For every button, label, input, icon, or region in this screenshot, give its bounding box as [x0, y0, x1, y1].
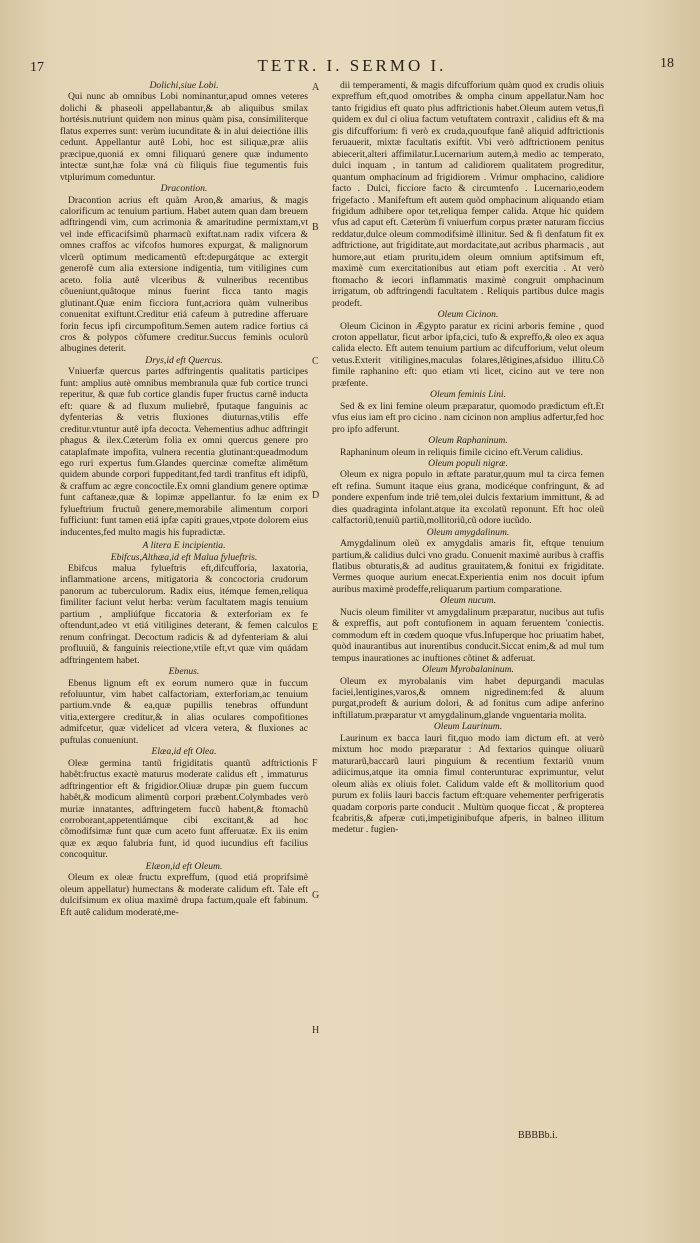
entry-heading: Oleum amygdalinum. — [426, 526, 510, 538]
paragraph: Oleum ex myrobalanis vim habet depurgandi maculas faciei,lentigines,varos,& omnem nigredinem:fed & aluum purgat,prodeft & aurium dolori, & ad fonitus cum adipe anferino inftillatum.præparatur vt amygdalinum,glande vnguentaria molita. — [332, 675, 604, 721]
entry-heading: Ebifcus,Althæa,id eft Malua fylueftris. — [110, 551, 258, 563]
entry-heading: Drys,id eft Quercus. — [145, 354, 223, 366]
entry-heading: Elæa,id eft Olea. — [151, 746, 217, 758]
margin-letter-e: E — [312, 622, 319, 633]
signature-mark: BBBBb.i. — [518, 1130, 558, 1141]
paragraph: Oleum Cicinon in Ægypto paratur ex ricini arboris femine , quod croton appellatur, ficut arbor ipfa,cici, tufo & expreffo,& oleo ex aqua calida electo. Eft autem tenuium partium ac difcufforium, velut oleum vetus.Exterit vitiligines,maculas folares,lêtigines,afsiduo illitu.Cõ fimile raphanino eft: quo etiam vti licet, cicino aut ve tere non præfente. — [332, 320, 604, 389]
entry-heading: Oleum Raphaninum. — [428, 435, 508, 447]
paragraph: Laurinum ex bacca lauri fit,quo modo iam dictum eft. at verò mixtum hoc modo præparatur : Ad fextarios quinque oliuarũ maturarũ,baccarũ lauri pinguium & recentium fextariũ vnum adiicimus,atque ita omnia fimul conterunturac exprimuntur, velut oleum aliàs ex oliuis folet. Calidum valde eft & mollitorium quod purum ex foliis lauri baccis factum eft:quare vehementer perfrigeratis quadam corporis parte conducit . Multùm quoque ficcat , & propterea fcabritis,& afperæ cuti,impetiginibufque afperis, in balneo illitum medetur . fugien- — [332, 732, 604, 836]
paragraph: Amygdalinum oleũ ex amygdalis amaris fit, eftque tenuium partium,& calidius dulci vno gradu. Conuenit maximè auribus à craffis flatibus obturatis,& ad auditus grauitatem,& fonitui ex frigiditate. Vermes quoque aurium enecat.Experientia enim nos docuit ipfum auribus maximè prodeffe,reliquarum partium comparatione. — [332, 538, 604, 595]
folio-left: 17 — [30, 60, 44, 75]
entry-heading: Dracontion. — [160, 183, 208, 195]
paragraph: Oleum ex oleæ fructu expreffum, (quod etiá proprifsimè oleum appellatur) humectans & moderate calidum eft. Tale eft dulcifsimum ex oliua maximè drupa factum,quale eft fabinum. Eft autê calidum moderatè,me- — [60, 872, 308, 918]
entry-heading: Oleum Cicinon. — [437, 309, 499, 321]
entry-heading: Oleum feminis Lini. — [430, 389, 506, 401]
entry-heading: Oleum Myrobalaninum. — [422, 664, 514, 676]
left-column — [60, 80, 308, 918]
paragraph: Ebenus lignum eft ex eorum numero quæ in fuccum refoluuntur, vim habet calfactoriam, exterforiam,ac tenuium partium.vnde & ea,quæ pupillis tenebras offundunt vitia,extergere creditur,& in alias oculares compofitiones admifcetur, quæ videlicet ad vlcera vetera, & fluxiones ac puftulas conueniunt. — [60, 677, 308, 746]
margin-letter-d: D — [312, 490, 320, 501]
paragraph: Raphaninum oleum in reliquis fimile cicino eft.Verum calidius. — [340, 446, 583, 458]
entry-heading: Oleum Laurinum. — [433, 721, 503, 733]
page-header — [30, 56, 674, 80]
running-head: TETR. I. SERMO I. — [257, 56, 447, 75]
entry-heading: Oleum nucum. — [440, 595, 496, 607]
folio-right: 18 — [660, 56, 674, 71]
entry-heading: Oleum populi nigræ. — [428, 457, 508, 469]
margin-letter-b: B — [312, 222, 319, 233]
margin-letter-h: H — [312, 1025, 320, 1036]
margin-letter-c: C — [312, 356, 319, 367]
paragraph: Vniuerfæ quercus partes adftringentis qualitatis participes funt: amplius autè omnibus membranula quæ fub cortice trunci reperitur, & quæ fub cortice glandis fuper fructus carnê inducta eft: quare & ad fluxum muliebrê, fputaque fanguinis ac dyfenterias & vetris fluxiones diuturnas,vtilis effe creditur.vtuntur autê ipfa decocta. Vehementius adhuc adftringit phagus & ilex.Cæterùm folia ex omni quercus genere pro cataplafmate impofita, vulnera recentia glutinant:queadmodum ego ruri expertus fum.Glandes quercinæ comeftæ alimêtum quidem abunde corpori fuppeditant,fed tardi tranfitus eft idipfũ, & craffum ac ægre concoctile.Ex omni glandium genere optimæ funt caftaneæ,quæ & lopimæ appellantur. fo læ enim ex fylueftrium fructuũ genere,memorabile alimentum corpori fufficiunt: funt tamen etiá ipfæ capiti graues,vtpote dolorem eius inducentes,fed multo magis his fupradictæ. — [60, 366, 308, 538]
paragraph: Oleæ germina tantũ frigiditatis quantũ adftrictionis habêt:fructus exactè maturus moderate calidus eft , immaturus adftringentior eft & frigidior.Oliuæ drupæ pin guem fuccum habêt,& modicum alimentũ corpori præbent.Colymbades verò muriæ innatantes, adftringetem fuccũ habent,& ftomachũ corroborant,appetentiámque cibi excitant,& ad hoc cõmodifsimæ funt quæ cum aceto funt afferuatæ. Ex iis enim quæ ex æquo falubria funt, id quod iucundius eft facilius concoquitur. — [60, 757, 308, 861]
paragraph: Oleum ex nigra populo in æftate paratur,quum mul ta circa femen eft refina. Sumunt itaque eius grana, modicéque confringunt, & ad pondere expenfum inde triê tem,olei dulcis fextarium immittunt, & ad dies quadraginta infolant.atque ita excolatũ reponunt. Eft hoc oleũ calfactoriũ,tenuiũ partiũ,mollitoriũ,cũ odore iucũdo. — [332, 469, 604, 527]
paragraph: Sed & ex lini femine oleum præparatur, quomodo prædictum eft.Et vfus eius iam eft pro cicino . nam cicinon non amplius adfertur,fed hoc pro ipfo adferunt. — [332, 400, 604, 435]
margin-letter-g: G — [312, 890, 320, 901]
paragraph: Qui nunc ab omnibus Lobi nominantur,apud omnes veteres dolichi & phaseoli appellabantur,& ab aliquibus smilax hortésis.nutriunt quidem non minus quàm pisa, consimiliterque flatus experres sunt: verùm iucunditate & in alui deiectióne illis cedunt. Appellantur autê Lobi, hoc est siliquæ,præ aliis præcipue,quoniá ex omni filiquarú genere quæ indumento intectæ sunt,hæ folæ vná cù filiquis fiue tegumentis fuis vtplurimum comeduntur. — [60, 91, 308, 183]
margin-letter-a: A — [312, 82, 320, 93]
entry-heading: Elæon,id eft Oleum. — [145, 860, 223, 872]
paragraph: Nucis oleum fimiliter vt amygdalinum præparatur, nucibus aut tufis & expreffis, aut poft contufionem in aquam feruentem 'coniectis. commodum eft in cœdem quoque vfus.Infuperque hoc priuatim habet, quòd inaurantibus aut inurentibus conducit.Siccat enim,& ad mul tum tempus inaurationes ac inuftiones cõtinet & adferuat. — [332, 606, 604, 664]
paragraph: Dracontion acrius eft quàm Aron,& amarius, & magis calorificum ac tenuium partium. Habet autem quan dam breuem adftringendi vim, cum acrimonia & amaritudine permixtam,vt vel inde efficacifsimũ pharmacũ exiftat.nam radix vifcera & omnes craffos ac vifcofos humores expurgat, & malignorum vlcerũ optimum medicamentũ eft:depurgátque ac extergit generofè cum alia extersione indigentia, tum vitiligines cum aceto. folia autê vlceribus & vulneribus recentibus cõueniunt,quâtoque minus fuerint ficca tanto magis glutinant.Quæ enim ficciora funt,acriora quàm vulneribus conuenitat exiftunt.Creditur etiá cafeum à putredine afferuare forin fecus ipfi circumpofitum.Semen autem radice fortius cá cros & polypos cõfumere creditur.Succus feminis oculorũ albugines deterit. — [60, 194, 308, 355]
paragraph: dii temperamenti, & magis difcufforium quàm quod ex crudis oliuis expreffum eft,quod omotribes & ompha cinum appellatur.Nam hoc tanto frigidius eft quato plus adftrictionis habet.Oleum autem vetus,fi quidem ex dul ci oliua factum vetuftatem contraxit , calidius eft & ma gis difcufforium: fi verò ex cruda,quoufque fanê aliquid adftrictionis feruauerit, mixtæ facultatis exiftit. Vbi verò adftrictionem penitus abiecerit,alteri affimilatur.Lucernarium autem,à medio ac temperato, dulci inquam , in tantum ad calidiorem qualitatem progreditur, quantum omphacinum ad frigidiorem . Vrimur omphacino, calidiore facto . Dulci, ficciore facto & circumtenfo . Lucernario,eodem frigefacto . Manifeftum eft autem quòd omphacinum aliquando etiam frigidum adhibere opor tet,reliqua femper calida. Atque hic quidem vfus ad caput eft. Cæterùm fi vniuerfum corpus præter naturam ficcius reddatur,dulce oleum commodifsimè illinitur. Sed & fi denfatum fit ex adftrictione, aut frigiditate,aut mordacitate,aut acribus pharmacis , aut humore,aut etiam pruritu,idem oleum omnium aptifsimum eft, maximè cum exercitationibus aut etiam poft exercitia . At verò ftomacho & iecori inflammatis maximè congruit omphacinum irrigatum, ob adftringendi facultatem . Reliquis partibus dulce magis prodeft. — [332, 80, 604, 309]
paragraph: Ebifcus malua fylueftris eft,difcufforia, laxatoria, inflammatione arcens, mitigatoria & concoctoria crudorum panorum ac tuberculorum. Radix eius, itémque femen,reliqua fimiliter faciunt velut herba: verùm facultatem magis tenuium partium , ampliúfque ficcatoria & exterforiam ex fe oftendunt,adeo vt etiá vitiligines deterant, & femen calculos renum confringat. Decoctum radicis & ad dyfenteriam & alui profluuiũ, & fanguinis reiectione,vtile eft,vt quæ vim quádam adftringentem habet. — [60, 563, 308, 666]
margin-letter-f: F — [312, 758, 318, 769]
right-column — [332, 80, 604, 836]
section-heading: A litera E incipientia. — [142, 540, 226, 552]
entry-heading: Dolichi,siue Lobi. — [149, 80, 219, 91]
entry-heading: Ebenus. — [168, 666, 200, 678]
